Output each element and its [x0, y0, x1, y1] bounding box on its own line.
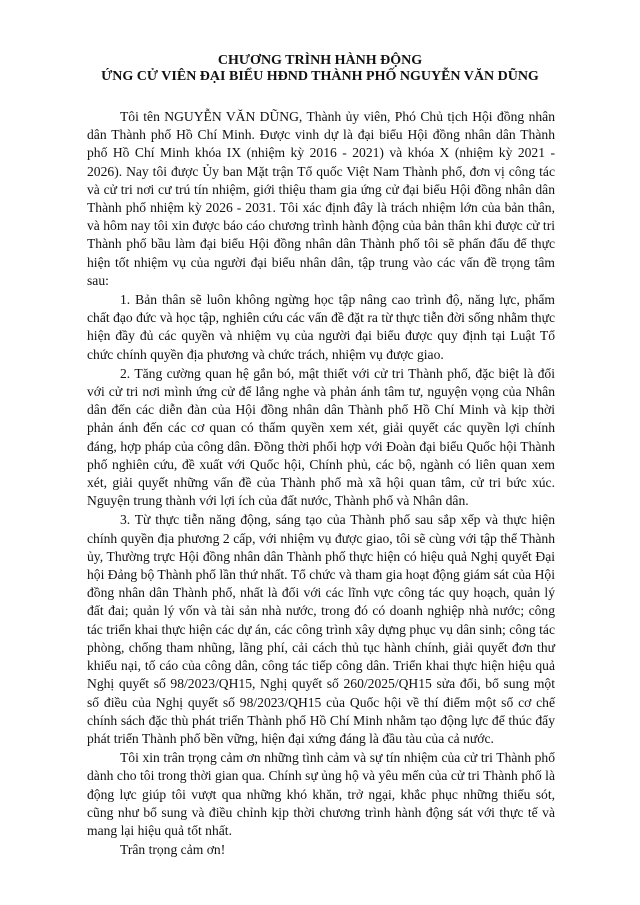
commitment-2-paragraph: 2. Tăng cường quan hệ gắn bó, mật thiết với cử tri Thành phố, đặc biệt là đối với cử tri nơi mình ứng cử để lắng nghe và phản ánh tâm tư, nguyện vọng của Nhân dân đến các diễn đàn của Hội đồng nhân dân Thành phố Hồ Chí Minh và kịp thời phản ánh đến các cơ quan có thẩm quyền xem xét, giải quyết các quyền lợi chính đáng, hợp pháp của công dân. Đồng thời phối hợp với Đoàn đại biểu Quốc hội Thành phố nghiên cứu, đề xuất với Quốc hội, Chính phủ, các bộ, ngành có liên quan xem xét, giải quyết những vấn đề của Thành phố mà xã hội quan tâm, cử tri bức xúc. Nguyện trung thành với lợi ích của đất nước, Thành phố và Nhân dân. — [87, 365, 555, 509]
document-body — [87, 108, 555, 859]
intro-paragraph: Tôi tên NGUYỄN VĂN DŨNG, Thành ủy viên, Phó Chủ tịch Hội đồng nhân dân Thành phố Hồ Chí Minh. Được vinh dự là đại biểu Hội đồng nhân dân Thành phố Hồ Chí Minh khóa IX (nhiệm kỳ 2016 - 2021) và khóa X (nhiệm kỳ 2021 - 2026). Nay tôi được Ủy ban Mặt trận Tổ quốc Việt Nam Thành phố, đơn vị công tác và cử tri nơi cư trú tín nhiệm, giới thiệu tham gia ứng cử đại biểu Hội đồng nhân dân Thành phố nhiệm kỳ 2026 - 2031. Tôi xác định đây là trách nhiệm lớn của bản thân, và hôm nay tôi xin được báo cáo chương trình hành động của bản thân khi được cử tri Thành phố bầu làm đại biểu Hội đồng nhân dân Thành phố tôi sẽ phấn đấu để thực hiện tốt nhiệm vụ của người đại biểu nhân dân, tập trung vào các vấn đề trọng tâm sau: — [87, 109, 555, 288]
thanks-paragraph: Tôi xin trân trọng cảm ơn những tình cảm và sự tín nhiệm của cử tri Thành phố dành cho tôi trong thời gian qua. Chính sự ủng hộ và yêu mến của cử tri Thành phố là động lực giúp tôi vượt qua những khó khăn, trở ngại, khắc phục những thiếu sót, cũng như bổ sung và điều chỉnh kịp thời chương trình hành động sát với thực tế và mang lại hiệu quả tốt nhất. — [87, 750, 555, 838]
document-title: CHƯƠNG TRÌNH HÀNH ĐỘNG — [217, 53, 423, 68]
commitment-1-paragraph: 1. Bản thân sẽ luôn không ngừng học tập nâng cao trình độ, năng lực, phẩm chất đạo đức và học tập, nghiên cứu các vấn đề đặt ra từ thực tiễn đời sống nhằm thực hiện đầy đủ các quyền và nhiệm vụ của người đại biểu được quy định tại Luật Tổ chức chính quyền địa phương và chức trách, nhiệm vụ được giao. — [87, 292, 555, 362]
commitment-3-paragraph: 3. Từ thực tiễn năng động, sáng tạo của Thành phố sau sắp xếp và thực hiện chính quyền địa phương 2 cấp, với nhiệm vụ được giao, tôi sẽ cùng với tập thể Thành ủy, Thường trực Hội đồng nhân dân Thành phố thực hiện có hiệu quả Nghị quyết Đại hội Đảng bộ Thành phố lần thứ nhất. Tổ chức và tham gia hoạt động giám sát của Hội đồng nhân dân Thành phố, nhất là đối với các lĩnh vực công tác quy hoạch, quản lý đất đai; quản lý vốn và tài sản nhà nước, trong đó có doanh nghiệp nhà nước; công tác triển khai thực hiện các dự án, các công trình xây dựng phục vụ dân sinh; công tác phòng, chống tham nhũng, lãng phí, cải cách thủ tục hành chính, giải quyết đơn thư khiếu nại, tố cáo của công dân, công tác tiếp công dân. Triển khai thực hiện hiệu quả Nghị quyết số 98/2023/QH15, Nghị quyết số 260/2025/QH15 sửa đổi, bổ sung một số điều của Nghị quyết số 98/2023/QH15 của Quốc hội về thí điểm một số cơ chế chính sách đặc thù phát triển Thành phố Hồ Chí Minh nhằm tạo động lực để thúc đẩy phát triển Thành phố bền vững, hiện đại xứng đáng là đầu tàu của cả nước. — [87, 512, 555, 746]
document-subtitle: ỨNG CỬ VIÊN ĐẠI BIỂU HĐND THÀNH PHỐ NGUYỄN VĂN DŨNG — [101, 69, 539, 84]
closing-line: Trân trọng cảm ơn! — [120, 842, 226, 858]
